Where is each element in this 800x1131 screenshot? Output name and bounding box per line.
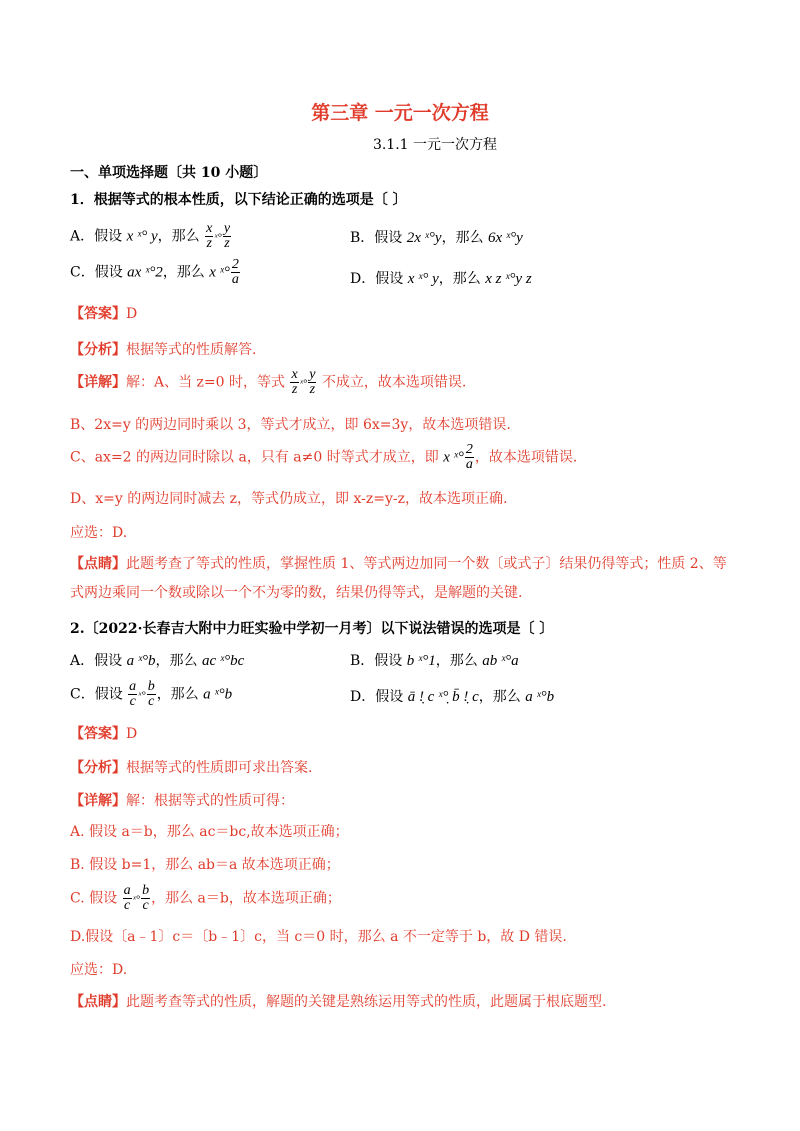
- q2-detail-c: C. 假设 $\frac{a}{c}$ ˣ° $\frac{b}{c}$ ，那么 a＝b，故本选项正确；: [70, 883, 341, 913]
- q1-detail-c: C、ax=2 的两边同时除以 a，只有 a≠0 时等式才成立，即 x ˣ° $\frac{2}{a}$ ，故本选项错误.: [70, 442, 578, 472]
- q1-detail-d: D、x=y 的两边同时减去 z，等式仍成立，即 x-z=y-z，故本选项正确.: [70, 491, 508, 507]
- q1-detail-a: 【详解】解：A、当 z=0 时，等式 $\frac{x}{z}$ ˣ° $\frac{y}{z}$ 不成立，故本选项错误.: [70, 367, 467, 397]
- section-title: 3.1.1 一元一次方程: [372, 137, 498, 153]
- q1-comment: 【点睛】此题考查了等式的性质，掌握性质 1、等式两边加同一个数〔或式子〕结果仍得等式；性质 2、等: [70, 556, 727, 572]
- q2-detail-a: A. 假设 a＝b，那么 ac＝bc,故本选项正确；: [70, 824, 349, 840]
- q2-stem: 2.〔2022·长春吉大附中力旺实验中学初一月考〕以下说法错误的选项是〔 〕: [70, 621, 554, 637]
- q1-comment-cont: 式两边乘同一个数或除以一个不为零的数，结果仍得等式，是解题的关键.: [70, 585, 523, 601]
- q1-analysis: 【分析】根据等式的性质解答.: [70, 342, 257, 358]
- q2-analysis: 【分析】根据等式的性质即可求出答案.: [70, 760, 313, 776]
- q2-option-d: D．假设 ā !̣ c ˣ°̣ b̄ !̣ c，那么 a ˣ°b: [350, 689, 555, 705]
- chapter-title: 第三章 一元一次方程: [311, 102, 489, 124]
- q1-option-b: B．假设 2x ˣ°y，那么 6x ˣ°y: [350, 230, 523, 246]
- q1-detail-b: B、2x=y 的两边同时乘以 3，等式才成立，即 6x=3y，故本选项错误.: [70, 417, 511, 433]
- q2-comment: 【点睛】此题考查等式的性质，解题的关键是熟练运用等式的性质，此题属于根底题型.: [70, 994, 607, 1010]
- q2-option-c: C．假设 $\frac{a}{c}$ ˣ° $\frac{b}{c}$ ，那么 a ˣ°b: [70, 679, 233, 709]
- q2-detail: 【详解】解：根据等式的性质可得：: [70, 793, 294, 809]
- q1-option-a: A．假设 x ˣ° y，那么 $\frac{x}{z}$ ˣ° $\frac{y}{z}$: [70, 221, 231, 251]
- q2-detail-d: D.假设〔a﹣1〕c＝〔b﹣1〕c，当 c＝0 时，那么 a 不一定等于 b，故 D 错误.: [70, 929, 567, 945]
- q1-option-d: D．假设 x ˣ° y，那么 x z ˣ°y z: [350, 271, 532, 287]
- q1-choose: 应选：D.: [70, 525, 128, 541]
- q2-answer: 【答案】D: [70, 726, 138, 742]
- q1-option-c: C．假设 ax ˣ°2，那么 x ˣ° $\frac{2}{a}$: [70, 257, 239, 287]
- q2-choose: 应选：D.: [70, 962, 128, 978]
- q2-option-b: B．假设 b ˣ°1，那么 ab ˣ°a: [350, 653, 519, 669]
- q2-detail-b: B. 假设 b=1，那么 ab＝a 故本选项正确；: [70, 857, 340, 873]
- part-heading: 一、单项选择题〔共 10 小题〕: [70, 165, 268, 181]
- q1-stem: 1．根据等式的根本性质，以下结论正确的选项是〔 〕: [70, 192, 407, 208]
- q2-option-a: A．假设 a ˣ°b，那么 ac ˣ°bc: [70, 653, 245, 669]
- q1-answer: 【答案】D: [70, 306, 138, 322]
